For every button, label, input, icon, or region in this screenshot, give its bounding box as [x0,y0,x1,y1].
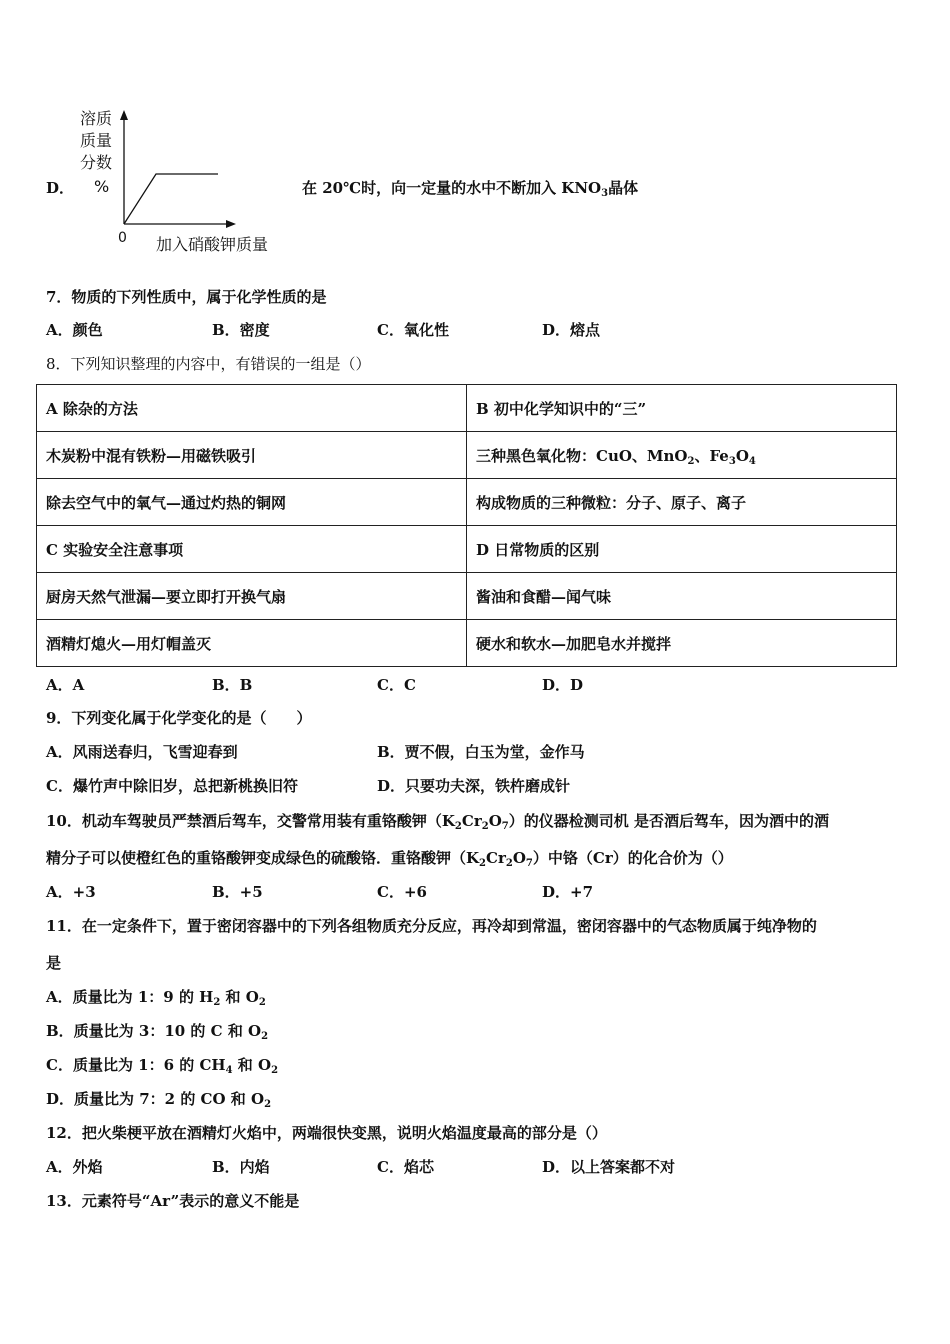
graph-origin: 0 [118,230,127,246]
q11-stem-line2: 是 [46,954,62,972]
graph-x-arrow [226,220,236,228]
q8-option-a[interactable]: A．A [46,676,85,694]
table-row [37,432,897,479]
table-cell-d1: 酱油和食醋—闻气味 [467,573,897,620]
q8-option-c[interactable]: C．C [377,676,416,694]
table-row [37,620,897,667]
table-row [37,526,897,573]
table-cell-c-head: C 实验安全注意事项 [37,526,467,573]
q7-option-a[interactable]: A．颜色 [46,321,103,339]
q10-option-b[interactable]: B．+5 [212,883,263,901]
q9-stem: 9．下列变化属于化学变化的是（ ） [46,709,312,727]
table-cell-c1: 厨房天然气泄漏—要立即打开换气扇 [37,573,467,620]
q9-option-b[interactable]: B．贾不假，白玉为堂，金作马 [377,743,585,761]
table-cell-d2: 硬水和软水—加肥皂水并搅拌 [467,620,897,667]
graph-y-label-1: 溶质 [80,109,113,128]
table-cell-b-head: B 初中化学知识中的“三” [467,385,897,432]
q6-solubility-graph [70,100,300,260]
table-cell-b2: 构成物质的三种微粒：分子、原子、离子 [467,479,897,526]
q10-option-a[interactable]: A．+3 [46,883,96,901]
q11-option-d[interactable]: D．质量比为 7：2 的 CO 和 $O_2$ [46,1090,272,1110]
q10-option-d[interactable]: D．+7 [542,883,594,901]
q12-option-c[interactable]: C．焰芯 [377,1158,434,1176]
graph-y-label-3: 分数 [80,153,113,172]
table-cell-a2: 除去空气中的氧气—通过灼热的铜网 [37,479,467,526]
q12-option-d[interactable]: D．以上答案都不对 [542,1158,676,1176]
q8-option-d[interactable]: D．D [542,676,584,694]
q8-option-b[interactable]: B．B [212,676,253,694]
q13-stem: 13．元素符号“Ar”表示的意义不能是 [46,1192,300,1210]
table-cell-a1: 木炭粉中混有铁粉—用磁铁吸引 [37,432,467,479]
table-row [37,479,897,526]
q10-stem-line1: 10．机动车驾驶员严禁酒后驾车，交警常用装有重铬酸钾$(K_2Cr_2O_7)$的仪器检测司机 是否酒后驾车，因为酒中的酒 [46,812,829,832]
q6-option-d-statement: 在 20℃时，向一定量的水中不断加入 $KNO_3$晶体 [302,179,639,199]
q11-option-a[interactable]: A．质量比为 1：9 的 $H_2$ 和 $O_2$ [46,988,266,1008]
q7-option-c[interactable]: C．氧化性 [377,321,449,339]
q7-option-d[interactable]: D．熔点 [542,321,601,339]
table-row [37,385,897,432]
graph-y-label-2: 质量 [80,131,113,150]
table-cell-d-head: D 日常物质的区别 [467,526,897,573]
q7-stem: 7．物质的下列性质中，属于化学性质的是 [46,288,327,306]
q10-stem-line2: 精分子可以使橙红色的重铬酸钾变成绿色的硫酸铬．重铬酸钾$(K_2Cr_2O_7)$中铬（Cr）的化合价为（） [46,849,733,869]
q7-option-b[interactable]: B．密度 [212,321,270,339]
graph-curve [124,174,218,224]
table-cell-c2: 酒精灯熄火—用灯帽盖灭 [37,620,467,667]
q11-option-b[interactable]: B．质量比为 3：10 的 C 和 $O_2$ [46,1022,269,1042]
q10-option-c[interactable]: C．+6 [377,883,427,901]
q12-option-a[interactable]: A．外焰 [46,1158,103,1176]
q8-stem: 8．下列知识整理的内容中，有错误的一组是（） [46,355,371,373]
q9-option-d[interactable]: D．只要功夫深，铁杵磨成针 [377,777,571,795]
graph-y-arrow [120,110,128,120]
table-row [37,573,897,620]
q9-option-c[interactable]: C．爆竹声中除旧岁，总把新桃换旧符 [46,777,298,795]
q9-option-a[interactable]: A．风雨送春归，飞雪迎春到 [46,743,238,761]
q12-option-b[interactable]: B．内焰 [212,1158,270,1176]
table-cell-b1: 三种黑色氧化物：CuO、MnO$_2$、$Fe_3O_4$ [467,432,897,479]
q11-stem-line1: 11．在一定条件下，置于密闭容器中的下列各组物质充分反应，再冷却到常温，密闭容器中的气态物质属于纯净物的 [46,917,817,935]
q8-knowledge-table [36,384,897,667]
graph-y-label-4: % [94,177,110,196]
graph-x-label: 加入硝酸钾质量 [156,235,269,254]
q12-stem: 12．把火柴梗平放在酒精灯火焰中，两端很快变黑，说明火焰温度最高的部分是（） [46,1124,607,1142]
q6-option-d-label: D． [46,179,75,197]
table-cell-a-head: A 除杂的方法 [37,385,467,432]
q11-option-c[interactable]: C．质量比为 1：6 的 $CH_4$ 和 $O_2$ [46,1056,279,1076]
